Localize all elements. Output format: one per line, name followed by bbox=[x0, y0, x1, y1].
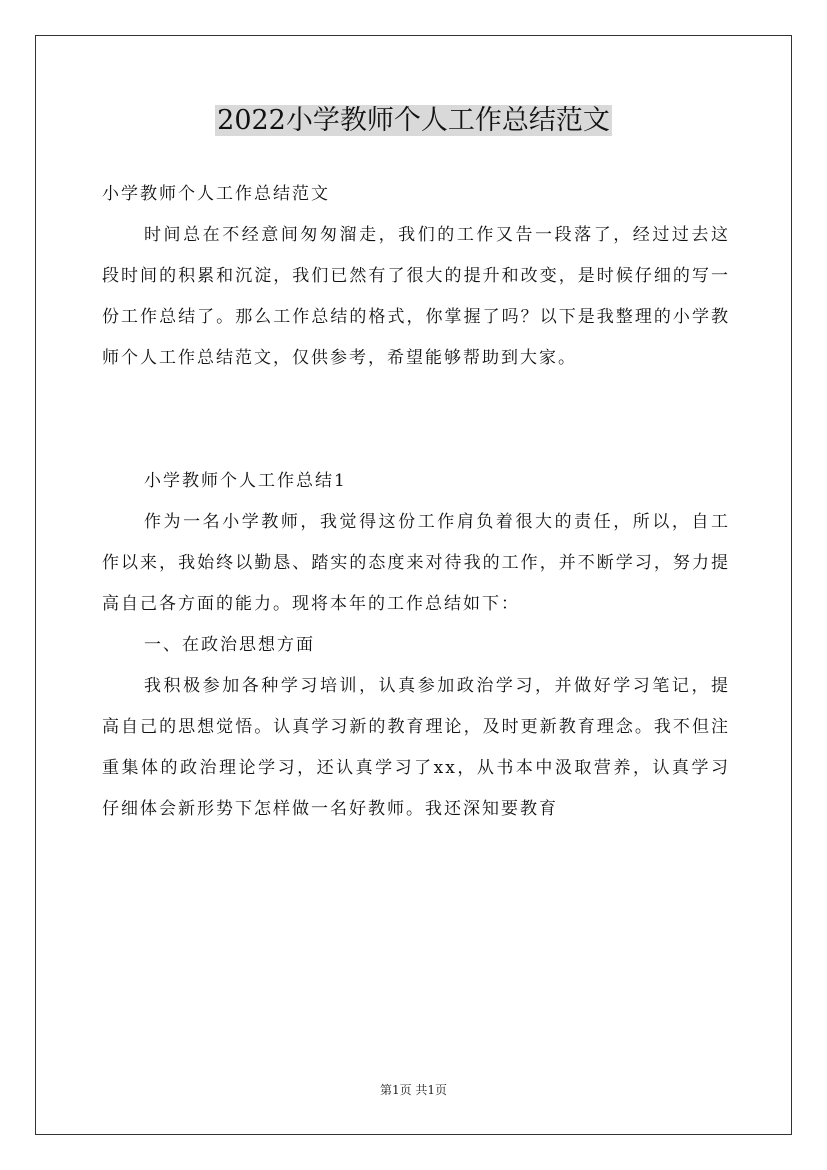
paragraph-1: 作为一名小学教师，我觉得这份工作肩负着很大的责任，所以，自工作以来，我始终以勤恳、踏实的态度来对待我的工作，并不断学习，努力提高自己各方面的能力。现将本年的工作总结如下： bbox=[102, 512, 730, 614]
paragraph-gap bbox=[102, 379, 730, 461]
document-title bbox=[0, 101, 827, 141]
section-heading: 小学教师个人工作总结1 bbox=[144, 471, 347, 491]
subheading-political: 一、在政治思想方面 bbox=[144, 635, 315, 655]
document-title-text: 2022小学教师个人工作总结范文 bbox=[217, 105, 610, 136]
page-footer: 第1页 共1页 bbox=[379, 1083, 448, 1097]
intro-paragraph: 时间总在不经意间匆匆溜走，我们的工作又告一段落了，经过过去这段时间的积累和沉淀，我们已然有了很大的提升和改变，是时候仔细的写一份工作总结了。那么工作总结的格式，你掌握了吗？以下是我整理的小学教师个人工作总结范文，仅供参考，希望能够帮助到大家。 bbox=[102, 225, 730, 368]
paragraph-2: 我积极参加各种学习培训，认真参加政治学习，并做好学习笔记，提高自己的思想觉悟。认真学习新的教育理论，及时更新教育理念。我不但注重集体的政治理论学习，还认真学习了xx，从书本中汲取营养，认真学习仔细体会新形势下怎样做一名好教师。我还深知要教育 bbox=[102, 676, 730, 819]
document-body bbox=[102, 174, 730, 830]
document-subtitle: 小学教师个人工作总结范文 bbox=[102, 184, 330, 204]
